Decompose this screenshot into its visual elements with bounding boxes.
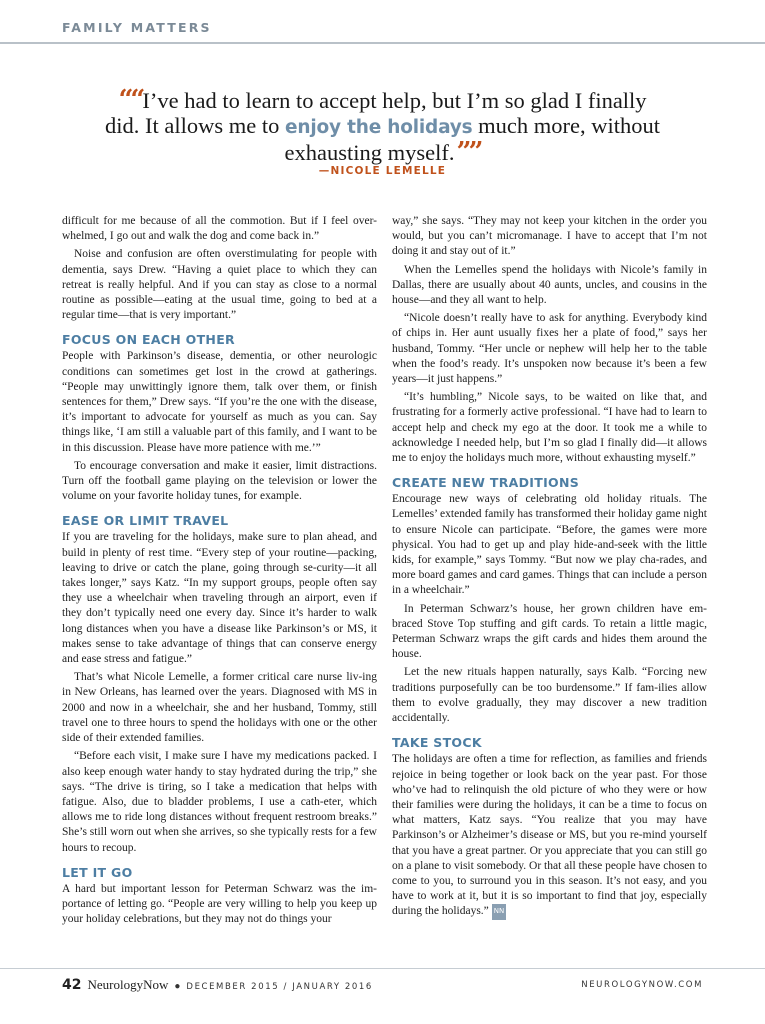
paragraph: “It’s humbling,” Nicole says, to be waited on like that, and frustrating for a formerly active professional. “I have had to learn to accept help and check my ego at the door. It took me a while to acknowledge I needed help, but I’m so glad I finally did—it allows me to enjoy the holidays much more, without exhausting myself.”	[392, 391, 707, 465]
magazine-name: NeurologyNow	[87, 977, 169, 992]
website-url: NEUROLOGYNOW.COM	[581, 980, 703, 990]
paragraph: People with Parkinson’s disease, dementia, or other neurologic conditions can sometimes get lost in the crowd at gatherings. “People may unwittingly ignore them, talk over them, or finish sentences for them,” Drew says. “If you’re the one with the disease, it’s important to advocate for yourself as much as you can. Say things like, ‘I am still a valuable part of this family, and I want to be in this discussion. Please have more patience with me.’”	[62, 350, 377, 454]
paragraph: Encourage new ways of celebrating old holiday rituals. The Lemelles’ extended family has transformed their holiday game night to ensure Nicole can participate. “Before, the games were more physical. You had to get up and play hide-and-seek with the little kids, for example,” says Tommy. “But now we play cha-rades, and more board games and card games. Things that can include a person in a wheelchair.”	[392, 493, 707, 597]
paragraph: Noise and confusion are often overstimulating for people with dementia, says Drew. “Having a quiet place to which they can retreat is really helpful. And if you can stay as close to a normal routine as possible—eating at the usual time, going to bed at a regular time—that is very important.”	[62, 248, 377, 322]
paragraph-final-text: The holidays are often a time for reflection, as families and friends rejoice in being together or look back on the year past. For those who’ve had to relinquish the old picture of who they were or how their families were during the holidays, it can be a time to focus on what matters, Katz says. “You realize that you may have Parkinson’s or Alzheimer’s disease or MS, but you re-mind yourself that you have a great partner. Or you appreciate that you can still go on a plane to visit somebody. Or that all these people have chosen to come to you, to surround you in this season. It’s not easy, and you have to work at it, but it is so important to find that joy, especially during the holidays.”	[392, 753, 707, 918]
subhead-let-it-go: LET IT GO	[62, 864, 133, 880]
pull-quote	[100, 85, 665, 167]
header-divider	[0, 42, 765, 44]
left-column	[62, 214, 377, 966]
paragraph: Let the new rituals happen naturally, says Kalb. “Forcing new traditions purposefully can be too burdensome.” If fam-ilies allow them to evolve gradually, they may discover a new tradition accidentally.	[392, 666, 707, 725]
footer-divider	[0, 968, 765, 969]
page-number: 42	[62, 977, 82, 993]
paragraph: When the Lemelles spend the holidays with Nicole’s family in Dallas, there are usually about 40 aunts, uncles, and cousins in the house—and they all want to help.	[392, 263, 707, 307]
end-mark-icon: NN	[492, 904, 506, 919]
right-column	[392, 214, 707, 966]
open-quote-mark: ““	[118, 85, 143, 115]
paragraph: way,” she says. “They may not keep your kitchen in the order you would, but you can’t micromanage. I have to accept that I’m not doing it and stay out of it.”	[392, 215, 707, 258]
subhead-ease-or-limit-travel: EASE OR LIMIT TRAVEL	[62, 513, 229, 529]
paragraph: To encourage conversation and make it easier, limit distractions. Turn off the football game playing on the television or lower the volume on your favorite holiday tunes, for example.	[62, 459, 377, 503]
paragraph: That’s what Nicole Lemelle, a former critical care nurse liv-ing in New Orleans, has learned over the years. Diagnosed with MS in 2000 and now in a wheelchair, she and her husband, Tommy, still travel one to three hours to spend the holidays with one or the other side of their extended families.	[62, 671, 377, 745]
subhead-create-new-traditions: CREATE NEW TRADITIONS	[392, 475, 580, 491]
bullet-separator: ●	[174, 981, 181, 992]
section-label: FAMILY MATTERS	[62, 20, 212, 35]
subhead-focus-on-each-other: FOCUS ON EACH OTHER	[62, 332, 235, 348]
paragraph: difficult for me because of all the commotion. But if I feel over-whelmed, I go out and walk the dog and come back in.”	[62, 215, 377, 243]
pull-quote-text-end: much more, without exhausting myself.	[284, 112, 660, 165]
paragraph: “Nicole doesn’t really have to ask for anything. Everybody kind of chips in. Her aunt usually fixes her a plate of food,” says her husband, Tommy. “Her uncle or nephew will help her to the table when the food’s ready. It’s unspoken now because it’s been a few years—it just happens.”	[392, 312, 707, 386]
paragraph-final	[392, 752, 707, 919]
subhead-take-stock: TAKE STOCK	[392, 735, 482, 751]
paragraph: “Before each visit, I make sure I have my medications packed. I also keep enough water handy to stay hydrated during the trip,” she says. “The drive is tiring, so I take a medication that helps with fatigue. Also, due to bladder problems, I use a cath-eter, which allows me to ride long distances without frequent restroom breaks.” She’s still worn out when she arrives, so she typically rests for a few hours to recoup.	[62, 750, 377, 854]
pull-quote-highlight: enjoy the holidays	[285, 116, 473, 138]
issue-date: DECEMBER 2015 / JANUARY 2016	[186, 982, 373, 992]
paragraph: In Peterman Schwarz’s house, her grown children have em-braced Stove Top stuffing and gift cards. To retain a little magic, Peterman Schwarz wraps the gift cards and hides them around the house.	[392, 602, 707, 661]
pull-quote-text-start: I’ve had to learn to accept help, but I’m so glad I finally did. It allows me to	[105, 88, 647, 138]
paragraph: A hard but important lesson for Peterman Schwarz was the im-portance of letting go. “People are very willing to help you keep up your holiday celebrations, but they may not do things your	[62, 882, 377, 926]
pull-quote-attribution: —NICOLE LEMELLE	[318, 165, 447, 177]
close-quote-mark: ””	[456, 137, 481, 167]
footer-left	[62, 976, 373, 994]
paragraph: If you are traveling for the holidays, make sure to plan ahead, and build in plenty of rest time. “Every step of your routine—packing, leaving to drive or catch the plane, going through se-curity—it all takes longer,” says Katz. “In my support groups, people often say they use a wheelchair when traveling through an airport, even if they don’t typically need one every day. Since it’s harder to walk long distances when you have a disease like Parkinson’s or MS, it makes sense to take advantage of things that can conserve energy and ease stress and fatigue.”	[62, 531, 377, 666]
